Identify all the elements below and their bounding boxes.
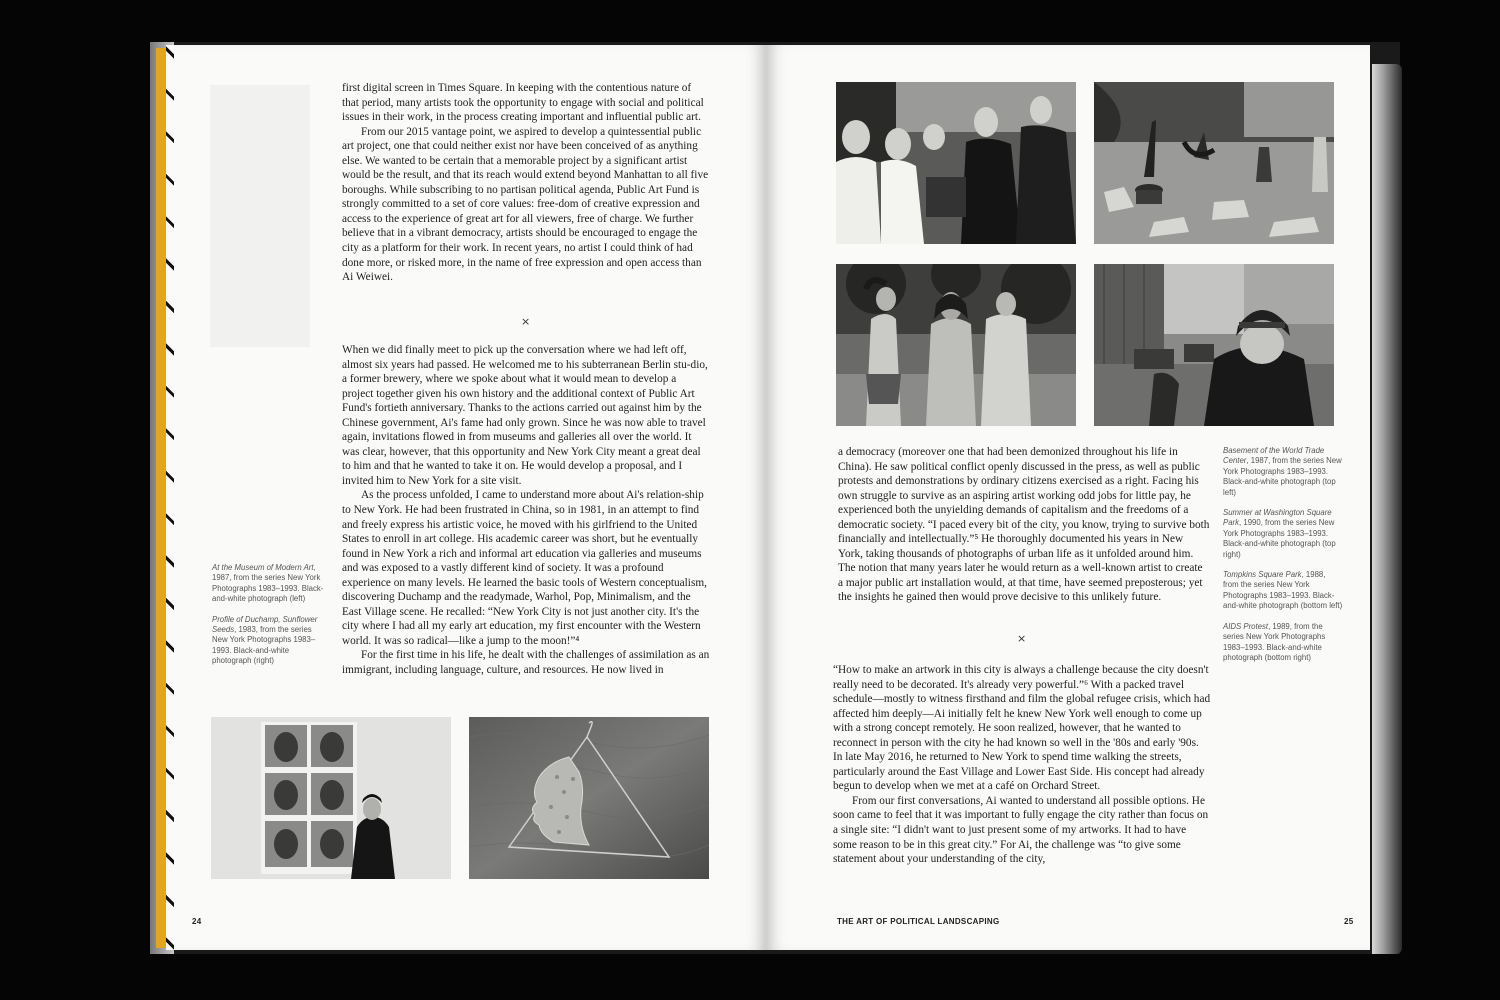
caption-title: At the Museum of Modern Art (212, 563, 314, 572)
photo-basement-of-the-world-trade-center (836, 82, 1076, 244)
paragraph: first digital screen in Times Square. In keeping with the contentious nature of that period, many artists took the opportunity to engage with social and political issues in their work, in the process creating important and influential public art. (342, 82, 704, 124)
photo-caption (1223, 570, 1343, 612)
left-body-text-top (342, 81, 710, 285)
right-body-text-top (838, 445, 1210, 605)
photo-caption (1223, 508, 1343, 560)
paragraph: As the process unfolded, I came to understand more about Ai's relation-ship to New York. He had been frustrated in China, so in 1981, in an attempt to find and freely express his artistic voice, he moved with his girlfriend to the United States to enroll in art college. His academic career was short, but he eventually found in New York a rich and informal art education via galleries and museums and was exposed to a vastly different kind of society. It was a profound experience on many levels. He learned the basic tools of Western conceptualism, discovering Duchamp and the readymade, Warhol, Pop, Minimalism, and the East Village scene. He recalled: “New York City is not just another city. It's the city where I had all my early art education, my first encounter with the Western world. It was so radical—like a jump to the moon!”⁴ (342, 489, 707, 647)
caption-details: , 1983, from the series New York Photographs 1983–1993. Black-and-white photograph (right) (212, 625, 316, 666)
photo-caption (1223, 446, 1343, 498)
paragraph: “How to make an artwork in this city is always a challenge because the city doesn't really need to be decorated. It's already very powerful.”⁶ With a packed travel schedule—mostly to witness firsthand and film the global refugee crisis, which had affected him deeply—Ai initially felt he knew New York well enough to come up with a strong concept remotely. He soon realized, however, that he wanted to reconnect in person with the city he had known so well in the '80s and early '90s. In late May 2016, he returned to New York to spend time walking the streets, particularly around the East Village and Lower East Side. His concept had already begun to develop when we met at a café on Orchard Street. (833, 664, 1211, 793)
caption-details: , 1987, from the series New York Photographs 1983–1993. Black-and-white photograph (left) (212, 563, 324, 604)
caption-details: , 1990, from the series New York Photographs 1983–1993. Black-and-white photograph (top right) (1223, 518, 1336, 559)
running-head: THE ART OF POLITICAL LANDSCAPING (837, 917, 1000, 926)
caption-title: Profile of Duchamp, Sunflower Seeds (212, 614, 318, 635)
section-divider: × (521, 315, 531, 328)
left-captions (212, 563, 327, 677)
paragraph: From our 2015 vantage point, we aspired to develop a quintessential public art project, one that could neither exist nor have been conceived of as anything else. We wanted to be certain that a memorable project by a significant artist would be the result, and that its reach would extend beyond Manhattan to all five boroughs. While subscribing to no partisan political agenda, Public Art Fund is strongly committed to a set of core values: free-dom of creative expression and access to the experience of great art for all viewers, free of charge. We further believe that in a vibrant democracy, artists should be encouraged to engage the city as a platform for their work. In recent years, no artist I could think of had done more, or risked more, in the name of free expression and open access than Ai Weiwei. (342, 125, 709, 284)
paragraph: For the first time in his life, he dealt with the challenges of assimilation as an immigrant, including language, culture, and resources. He now lived in (342, 649, 710, 677)
yellow-page-edge (156, 48, 166, 948)
paragraph: When we did finally meet to pick up the conversation where we had left off, almost six years had passed. He welcomed me to his subterranean Berlin stu-dio, a former brewery, where we spoke about what it would mean to develop a project together given his own history and the additional context of Public Art Fund's fortieth anniversary. Thanks to the actions carried out against him by the Chinese government, Ai's fame had only grown. Since he was now able to travel again, invitations flowed in from museums and galleries all over the world. It was clear, however, that this opportunity and New York City meant a great deal to him and that he wanted to take it on. He would develop a proposal, and I invited him to New York for a site visit. (342, 344, 708, 487)
caption-details: , 1988, from the series New York Photographs 1983–1993. Black-and-white photograph (bottom left) (1223, 570, 1343, 611)
caption-details: , 1987, from the series New York Photographs 1983–1993. Black-and-white photograph (top left) (1223, 456, 1342, 497)
photo-tompkins-square-park (836, 264, 1076, 426)
photo-summer-at-washington-square-park (1094, 82, 1334, 244)
caption-title: AIDS Protest (1223, 621, 1269, 631)
right-captions (1223, 446, 1343, 673)
photo-caption (212, 615, 327, 667)
caption-title: Basement of the World Trade Center (1223, 446, 1325, 466)
section-divider: × (1017, 632, 1027, 645)
right-body-text-bottom (833, 663, 1211, 867)
photo-profile-of-duchamp (469, 717, 709, 879)
photo-aids-protest (1094, 264, 1334, 426)
photo-caption (1223, 622, 1343, 664)
photo-museum-of-modern-art (211, 717, 451, 879)
caption-title: Tompkins Square Park (1223, 570, 1302, 580)
paragraph: a democracy (moreover one that had been demonized throughout his life in China). He saw political conflict openly discussed in the press, as well as public protests and demonstrations by ordinary citizens exercised as a right. Facing his own struggle to survive as an aspiring artist working odd jobs for little pay, he experienced both the unyielding demands of capitalism and the freedoms of a democratic society. “I paced every bit of the city, you know, trying to survive both financially and intellectually.”⁵ He thoroughly documented his years in New York, taking thousands of photographs of urban life as it unfolded around him. The notion that many years later he would return as a well-known artist to create a major public art installation would, at that time, have seemed preposterous; yet the insights he gained then would prove decisive to this unlikely future. (838, 446, 1210, 604)
page-number-right: 25 (1344, 917, 1354, 926)
caption-title: Summer at Washington Square Park (1223, 508, 1332, 528)
photo-caption (212, 563, 327, 605)
left-body-text-bottom (342, 343, 710, 678)
chevron-pattern (166, 45, 174, 950)
left-page (166, 45, 766, 950)
caption-details: , 1989, from the series New York Photographs 1983–1993. Black-and-white photograph (bottom right) (1223, 621, 1326, 662)
right-page (766, 45, 1370, 950)
paragraph: From our first conversations, Ai wanted to understand all possible options. He soon came to feel that it was important to fully engage the city rather than focus on a single site: “I didn't want to just present some of my artworks. It had to have some reason to be in this great city.” For Ai, the challenge was “to give some statement about your understanding of the city, (833, 794, 1209, 866)
show-through-image (210, 85, 310, 347)
book-cover-edge (1372, 64, 1402, 954)
page-number-left: 24 (192, 917, 202, 926)
